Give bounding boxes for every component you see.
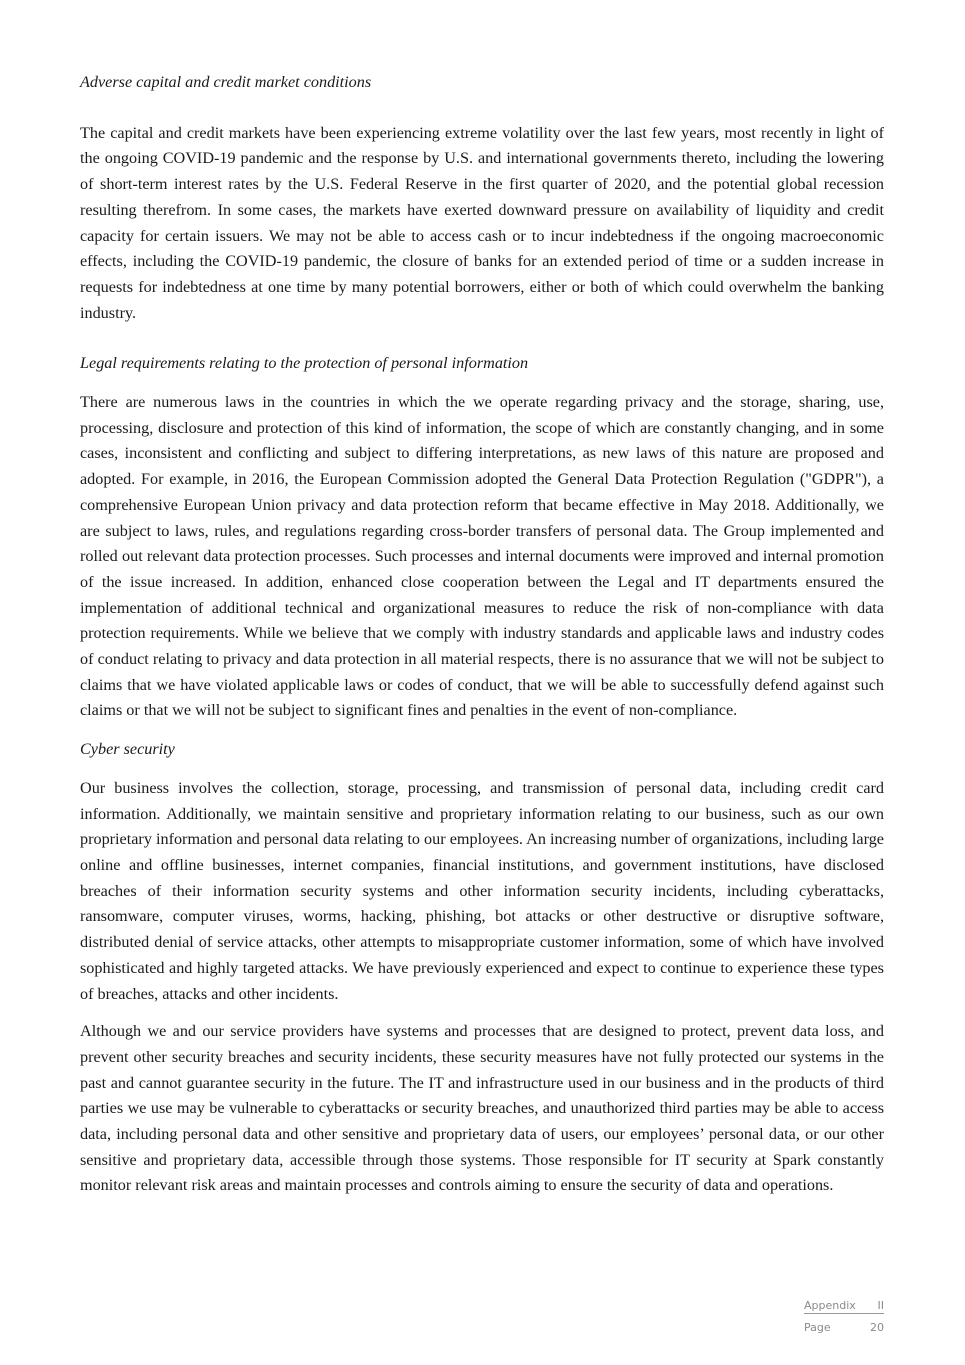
paragraph-cyber-security-1: Our business involves the collection, storage, processing, and transmission of personal data, including credit card information. Additionally, we maintain sensitive and proprietary information relating to our business, such as our own proprietary information and personal data relating to our employees. An increasing number of organizations, including large online and offline businesses, internet companies, financial institutions, and government institutions, have disclosed breaches of their information security systems and other information security incidents, including cyberattacks, ransomware, computer viruses, worms, hacking, phishing, bot attacks or other destructive or disruptive software, distributed denial of service attacks, other attempts to misappropriate customer information, some of which have involved sophisticated and highly targeted attacks. We have previously experienced and expect to continue to experience these types of breaches, attacks and other incidents. <box>80 778 884 1003</box>
paragraph-personal-information: There are numerous laws in the countries in which the we operate regarding privacy and the storage, sharing, use, processing, disclosure and protection of this kind of information, the scope of which are constantly changing, and in some cases, inconsistent and conflicting and subject to differing interpretations, as new laws of this nature are proposed and adopted. For example, in 2016, the European Commission adopted the General Data Protection Regulation ("GDPR"), a comprehensive European Union privacy and data protection reform that became effective in May 2018. Additionally, we are subject to laws, rules, and regulations regarding cross-border transfers of personal data. The Group implemented and rolled out relevant data protection processes. Such processes and internal documents were improved and internal promotion of the issue increased. In addition, enhanced close cooperation between the Legal and IT departments ensured the implementation of additional technical and organizational measures to reduce the risk of non-compliance with data protection requirements. While we believe that we comply with industry standards and applicable laws and industry codes of conduct relating to privacy and data protection in all material respects, there is no assurance that we will not be subject to claims that we have violated applicable laws or codes of conduct, that we will be able to successfully defend against such claims or that we will not be subject to significant fines and penalties in the event of non-compliance. <box>80 393 884 720</box>
page-footer <box>804 1298 884 1338</box>
page-number: 20 <box>870 1321 884 1334</box>
page-number-row <box>804 1318 884 1338</box>
paragraph-cyber-security-2: Although we and our service providers have systems and processes that are designed to protect, prevent data loss, and prevent other security breaches and security incidents, these security measures have not fully protected our systems in the past and cannot guarantee security in the future. The IT and infrastructure used in our business and in the products of third parties we use may be vulnerable to cyberattacks or security breaches, and unauthorized third parties may be able to access data, including personal data and other sensitive and proprietary data of users, our employees’ personal data, or our other sensitive and proprietary data, accessible through those systems. Those responsible for IT security at Spark constantly monitor relevant risk areas and maintain processes and controls aiming to ensure the security of data and operations. <box>80 1022 884 1195</box>
section-heading-personal-information: Legal requirements relating to the protection of personal information <box>80 354 529 373</box>
section-heading-capital-markets: Adverse capital and credit market conditions <box>80 73 372 91</box>
section-heading-cyber-security: Cyber security <box>80 740 175 759</box>
page-label: Page <box>804 1321 831 1334</box>
paragraph-capital-markets: The capital and credit markets have been experiencing extreme volatility over the last few years, most recently in light of the ongoing COVID-19 pandemic and the response by U.S. and international governments thereto, including the lowering of short-term interest rates by the U.S. Federal Reserve in the first quarter of 2020, and the potential global recession resulting therefrom. In some cases, the markets have exerted downward pressure on availability of liquidity and credit capacity for certain issuers. We may not be able to access cash or to incur indebtedness if the ongoing macroeconomic effects, including the COVID-19 pandemic, the closure of banks for an extended period of time or a sudden increase in requests for indebtedness at one time by many potential borrowers, either or both of which could overwhelm the banking industry. <box>80 123 884 322</box>
appendix-row <box>804 1298 884 1314</box>
appendix-value: II <box>877 1299 884 1312</box>
document-body <box>80 70 884 1199</box>
appendix-label: Appendix <box>804 1299 856 1312</box>
